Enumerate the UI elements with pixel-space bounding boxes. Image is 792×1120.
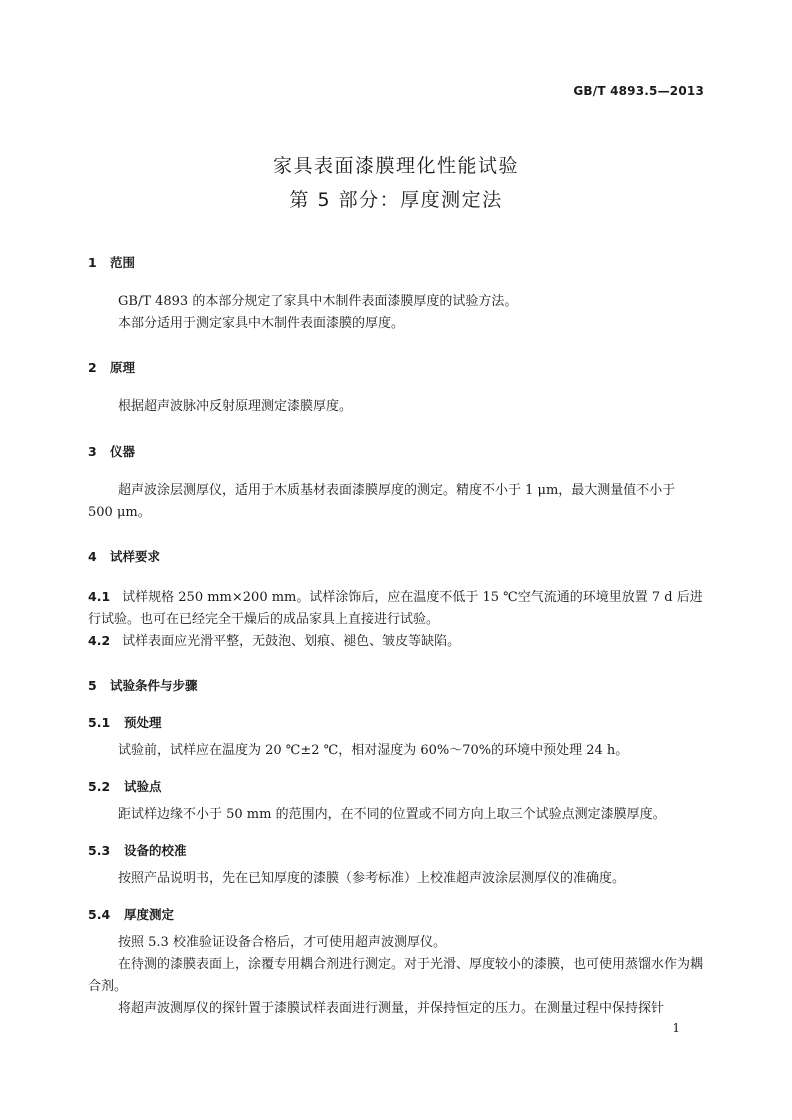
subsection-title: 厚度测定	[124, 907, 175, 922]
section-number: 4	[88, 549, 97, 564]
section-number: 3	[88, 444, 97, 459]
clause-number: 4.2	[88, 633, 111, 648]
subsection-5-1-heading	[88, 713, 162, 731]
section-title: 仪器	[110, 444, 136, 459]
subsection-5-4-paragraph-2: 在待测的漆膜表面上，涂覆专用耦合剂进行测定。对于光滑、厚度较小的漆膜，也可使用蒸馏水作为耦合剂。	[88, 957, 704, 994]
subsection-5-2-paragraph: 距试样边缘不小于 50 mm 的范围内，在不同的位置或不同方向上取三个试验点测定漆膜厚度。	[118, 807, 666, 822]
subsection-number: 5.4	[88, 907, 111, 922]
clause-4-1	[88, 586, 704, 631]
subsection-title: 设备的校准	[124, 843, 187, 858]
subsection-number: 5.2	[88, 779, 111, 794]
section-title: 范围	[110, 255, 136, 270]
section-2-paragraph: 根据超声波脉冲反射原理测定漆膜厚度。	[118, 399, 353, 414]
page-number: 1	[672, 1021, 680, 1035]
section-number: 2	[88, 360, 97, 375]
section-number: 5	[88, 678, 97, 693]
section-title: 原理	[110, 360, 136, 375]
clause-number: 4.1	[88, 589, 111, 604]
subsection-5-1-paragraph: 试验前，试样应在温度为 20 ℃±2 ℃，相对湿度为 60%～70%的环境中预处理 24 h。	[118, 743, 629, 758]
section-number: 1	[88, 255, 97, 270]
subsection-5-3-heading	[88, 841, 187, 859]
subsection-5-3-paragraph: 按照产品说明书，先在已知厚度的漆膜（参考标准）上校准超声波涂层测厚仪的准确度。	[118, 871, 626, 886]
clause-text: 试样表面应光滑平整，无鼓泡、划痕、褪色、皱皮等缺陷。	[122, 634, 461, 649]
document-subtitle: 第 5 部分：厚度测定法	[289, 189, 503, 211]
subsection-title: 试验点	[124, 779, 162, 794]
clause-4-2	[88, 630, 704, 653]
clause-text: 试样规格 250 mm×200 mm。试样涂饰后，应在温度不低于 15 ℃空气流通的环境里放置 7 d 后进行试验。也可在已经完全干燥后的成品家具上直接进行试验。	[88, 590, 703, 627]
section-3-heading	[88, 442, 135, 460]
subsection-number: 5.3	[88, 843, 111, 858]
section-1-paragraph-1: GB/T 4893 的本部分规定了家具中木制件表面漆膜厚度的试验方法。	[118, 294, 518, 309]
subsection-5-4-paragraph-1: 按照 5.3 校准验证设备合格后，才可使用超声波测厚仪。	[118, 935, 446, 950]
section-title: 试验条件与步骤	[110, 678, 198, 693]
section-5-heading	[88, 676, 198, 694]
subsection-5-4-paragraph-3: 将超声波测厚仪的探针置于漆膜试样表面进行测量，并保持恒定的压力。在测量过程中保持探针	[118, 1001, 665, 1016]
section-1-heading	[88, 253, 135, 271]
subsection-title: 预处理	[124, 715, 162, 730]
subsection-number: 5.1	[88, 715, 111, 730]
section-2-heading	[88, 358, 135, 376]
section-title: 试样要求	[110, 549, 161, 564]
subsection-5-4-heading	[88, 905, 174, 923]
standard-number: GB/T 4893.5—2013	[573, 84, 704, 98]
section-3-paragraph: 超声波涂层测厚仪，适用于木质基材表面漆膜厚度的测定。精度不小于 1 μm，最大测量值不小于 500 μm。	[88, 483, 676, 520]
section-1-paragraph-2: 本部分适用于测定家具中木制件表面漆膜的厚度。	[118, 316, 405, 331]
section-4-heading	[88, 547, 160, 565]
document-title: 家具表面漆膜理化性能试验	[272, 155, 519, 177]
subsection-5-2-heading	[88, 777, 162, 795]
